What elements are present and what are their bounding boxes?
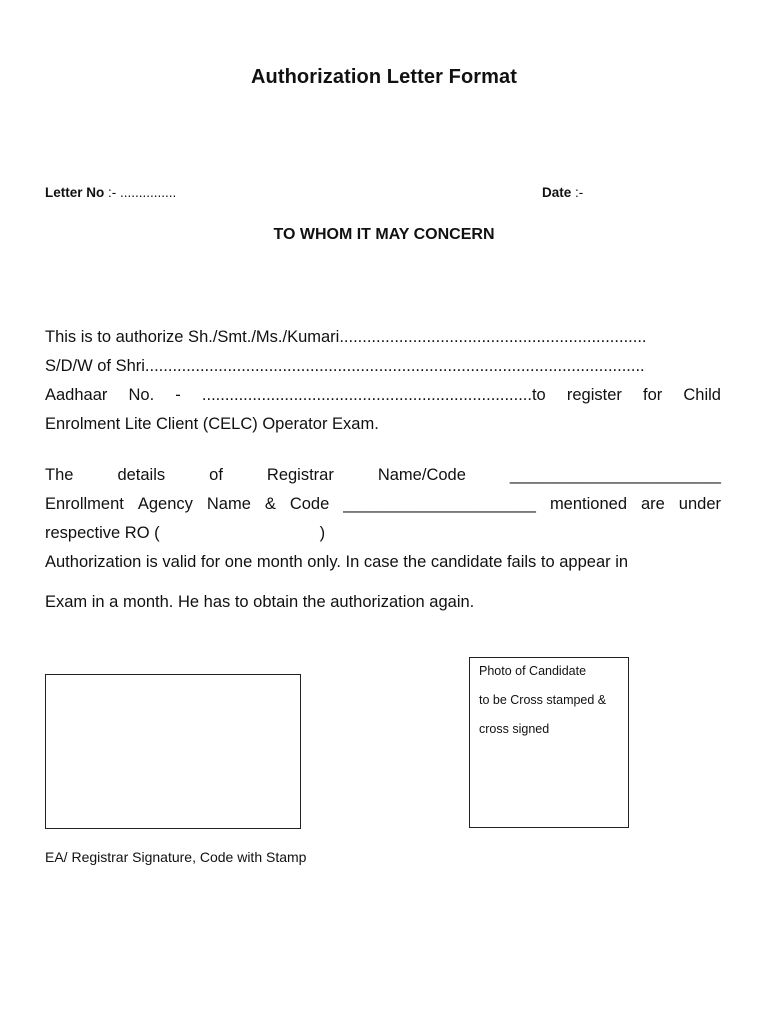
aadhaar-line <box>45 381 721 410</box>
ro-close: ) <box>319 524 326 542</box>
ro-label: respective RO ( <box>45 524 160 542</box>
word: Aadhaar <box>45 386 108 404</box>
word: Registrar <box>266 466 334 484</box>
date-label: Date <box>542 185 572 200</box>
reauthorization-line: Exam in a month. He has to obtain the authorization again. <box>45 593 475 611</box>
date-field <box>542 185 583 200</box>
document-title: Authorization Letter Format <box>250 66 518 88</box>
authorization-paragraph <box>45 323 721 439</box>
word: Code <box>289 495 330 513</box>
word: are <box>640 495 665 513</box>
signature-caption: EA/ Registrar Signature, Code with Stamp <box>45 849 307 865</box>
authorize-line: This is to authorize Sh./Smt./Ms./Kumari................................................................... <box>45 328 647 346</box>
relation-line: S/D/W of Shri............................................................................................................. <box>45 357 645 375</box>
word: & <box>264 495 276 513</box>
photo-box-label: Photo of Candidate <box>479 664 587 678</box>
word: details <box>117 466 166 484</box>
enrollment-agency-line <box>45 490 721 519</box>
word: for <box>642 386 663 404</box>
word: _______________________ <box>509 466 721 484</box>
letter-number-label: Letter No <box>45 185 105 200</box>
signature-stamp-box <box>45 674 301 829</box>
word: of <box>209 466 223 484</box>
photo-box-label: cross signed <box>479 722 550 736</box>
word: - <box>175 386 181 404</box>
letter-number-field <box>45 185 176 200</box>
candidate-photo-box <box>469 657 629 828</box>
word: Agency <box>137 495 193 513</box>
word: register <box>566 386 622 404</box>
exam-line: Enrolment Lite Client (CELC) Operator Exam. <box>45 415 379 433</box>
word: Name/Code <box>377 466 466 484</box>
word: _____________________ <box>343 495 536 513</box>
word: Name <box>206 495 251 513</box>
word: mentioned <box>549 495 627 513</box>
regional-office-line <box>45 519 721 548</box>
date-value: :- <box>571 185 584 200</box>
word: No. <box>128 386 155 404</box>
word: The <box>45 466 74 484</box>
reauthorization-paragraph <box>45 588 721 617</box>
word: Enrollment <box>45 495 124 513</box>
letter-number-value: :- ............... <box>104 185 177 200</box>
word: ........................................................................to <box>201 386 546 404</box>
photo-box-label: to be Cross stamped & <box>479 693 607 707</box>
salutation-heading: TO WHOM IT MAY CONCERN <box>273 226 495 243</box>
validity-line: Authorization is valid for one month only. In case the candidate fails to appear in <box>45 553 629 571</box>
registrar-line <box>45 461 721 490</box>
word: Child <box>683 386 721 404</box>
details-paragraph <box>45 461 721 577</box>
word: under <box>678 495 721 513</box>
